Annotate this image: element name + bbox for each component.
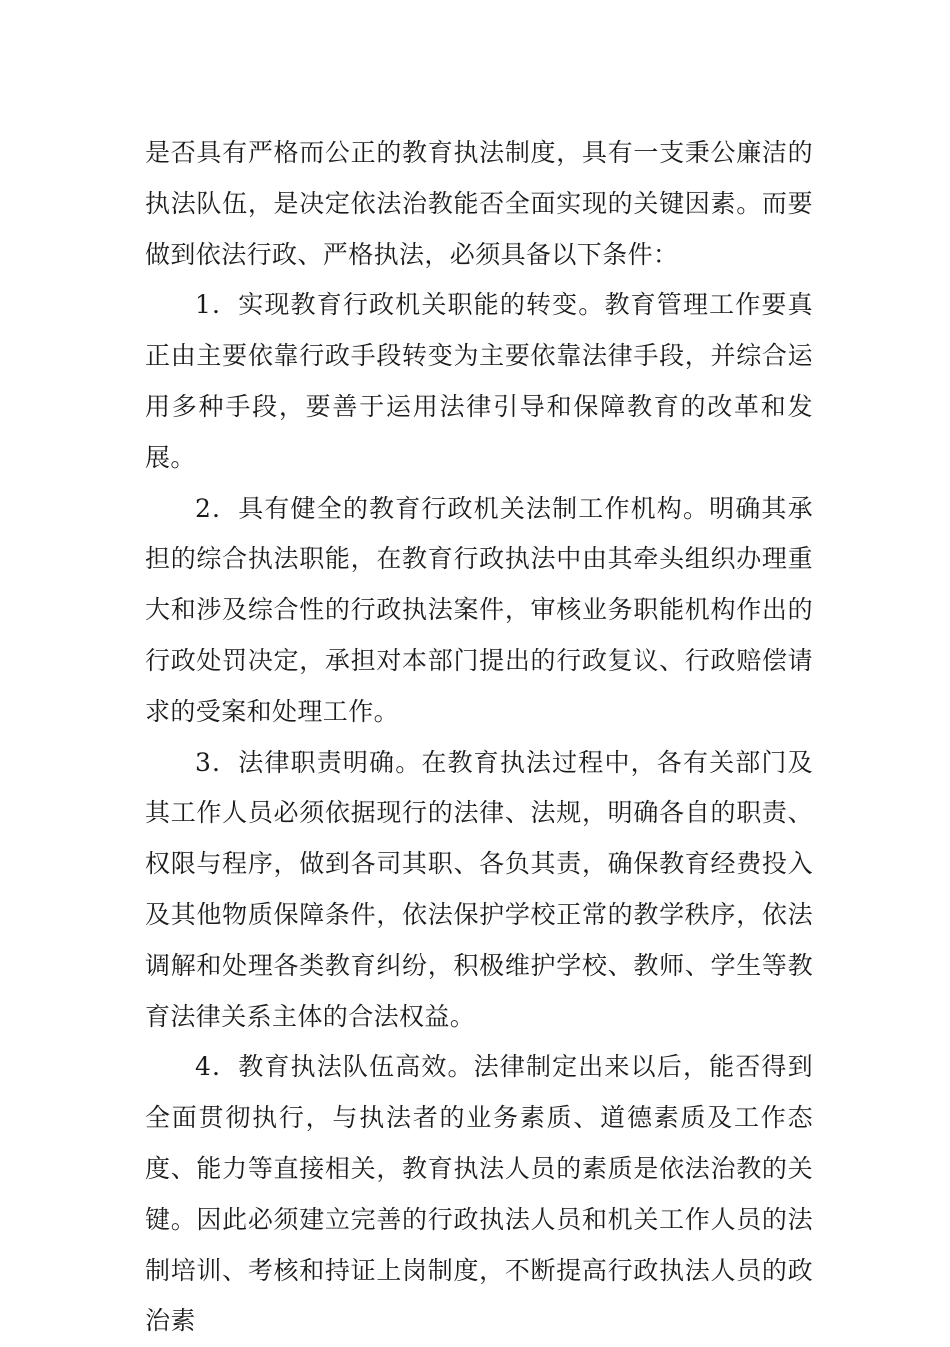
paragraph-item-3: 3．法律职责明确。在教育执法过程中，各有关部门及其工作人员必须依据现行的法律、法规，明确各自的职责、权限与程序，做到各司其职、各负其责，确保教育经费投入及其他物质保障条件，依法保护学校正常的教学秩序，依法调解和处理各类教育纠纷，积极维护学校、教师、学生等教育法律关系主体的合法权益。 <box>145 747 813 1031</box>
paragraph-intro: 是否具有严格而公正的教育执法制度，具有一支秉公廉洁的执法队伍，是决定依法治教能否全面实现的关键因素。而要做到依法行政、严格执法，必须具备以下条件： <box>145 138 813 269</box>
paragraph-item-1: 1．实现教育行政机关职能的转变。教育管理工作要真正由主要依靠行政手段转变为主要依靠法律手段，并综合运用多种手段，要善于运用法律引导和保障教育的改革和发展。 <box>145 290 813 472</box>
document-body <box>145 128 813 1347</box>
paragraph-item-2: 2．具有健全的教育行政机关法制工作机构。明确其承担的综合执法职能，在教育行政执法中由其牵头组织办理重大和涉及综合性的行政执法案件，审核业务职能机构作出的行政处罚决定，承担对本部门提出的行政复议、行政赔偿请求的受案和处理工作。 <box>145 493 813 726</box>
paragraph-item-4: 4．教育执法队伍高效。法律制定出来以后，能否得到全面贯彻执行，与执法者的业务素质、道德素质及工作态度、能力等直接相关，教育执法人员的素质是依法治教的关键。因此必须建立完善的行政执法人员和机关工作人员的法制培训、考核和持证上岗制度，不断提高行政执法人员的政治素 <box>145 1052 813 1336</box>
